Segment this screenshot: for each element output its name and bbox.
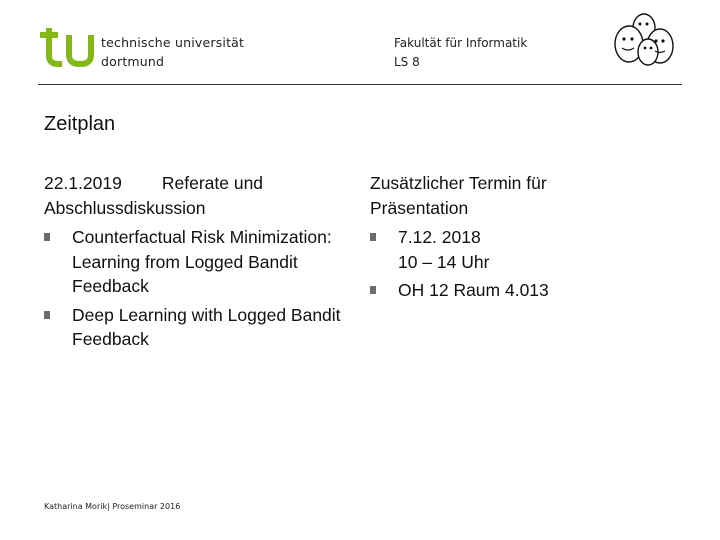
left-column — [44, 171, 344, 356]
university-name — [101, 33, 244, 71]
ls8-eggs-logo — [612, 10, 680, 70]
session-time: 10 – 14 Uhr — [398, 251, 490, 272]
faculty-name: Fakultät für Informatik — [394, 36, 528, 50]
topic-list — [44, 225, 344, 352]
header-divider — [38, 84, 682, 85]
list-item-text: Counterfactual Risk Minimization: Learning from Logged Bandit Feedback — [72, 227, 332, 296]
right-column — [370, 171, 670, 307]
session-room: OH 12 Raum 4.013 — [398, 280, 549, 300]
extra-session-heading: Zusätzlicher Termin für — [370, 173, 547, 193]
tu-logo — [38, 26, 98, 68]
list-item — [44, 303, 344, 352]
session-topic-continued: Abschlussdiskussion — [44, 197, 206, 218]
bullet-square-icon — [44, 311, 50, 319]
university-name-line1: technische universität — [101, 35, 245, 50]
list-item-text: Deep Learning with Logged Bandit Feedback — [72, 304, 341, 349]
session-date: 7.12. 2018 — [398, 227, 481, 247]
bullet-square-icon — [370, 233, 376, 241]
list-item — [44, 225, 344, 299]
list-item — [370, 278, 670, 303]
extra-session-list — [370, 225, 670, 303]
extra-session-heading-continued: Präsentation — [370, 197, 469, 218]
date-topic-line — [44, 171, 344, 196]
session-topic: Referate und — [161, 173, 264, 193]
university-name-line2: dortmund — [101, 54, 165, 69]
faculty-label — [394, 34, 527, 72]
slide-title: Zeitplan — [44, 113, 116, 135]
session-date: 22.1.2019 — [44, 173, 122, 193]
bullet-square-icon — [44, 233, 50, 241]
list-item — [370, 225, 670, 274]
chair-name: LS 8 — [394, 55, 420, 69]
bullet-square-icon — [370, 286, 376, 294]
footer-text: Katharina Morik| Proseminar 2016 — [44, 502, 181, 511]
